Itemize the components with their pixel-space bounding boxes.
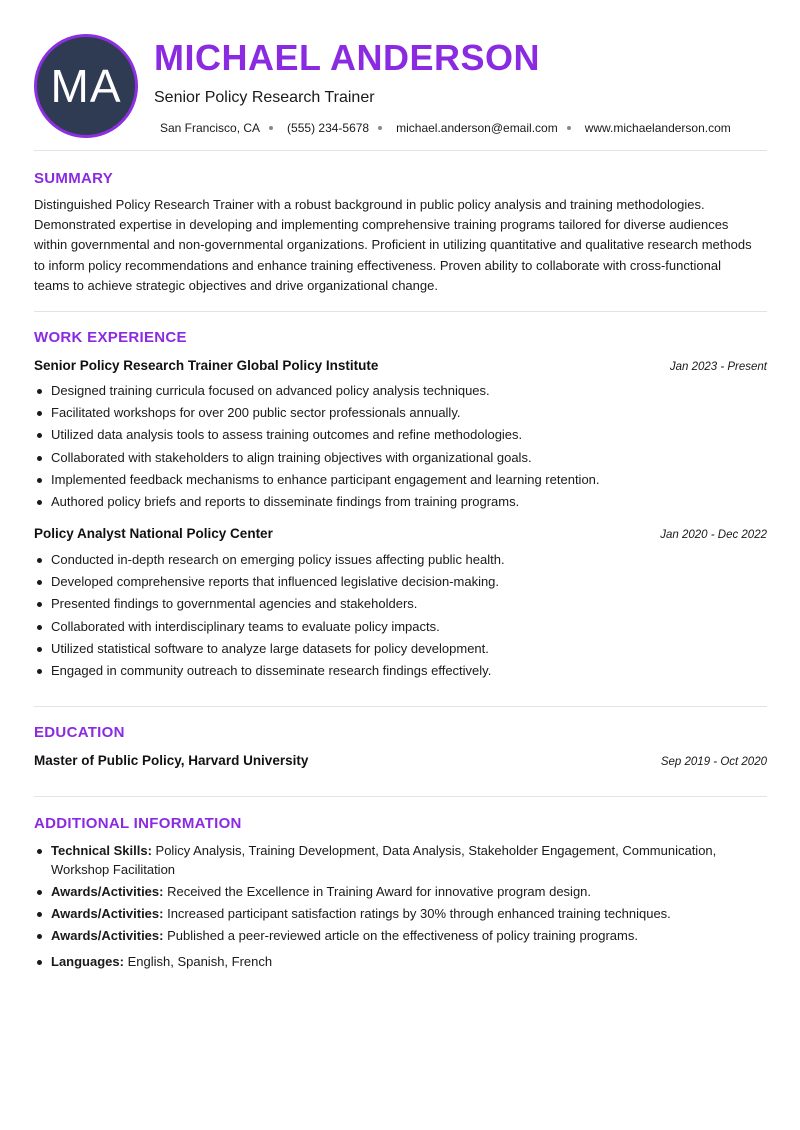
info-label: Awards/Activities: (51, 906, 164, 921)
list-item (34, 882, 734, 901)
list-item: Developed comprehensive reports that influenced legislative decision-making. (34, 571, 767, 593)
contact-separator (378, 126, 382, 130)
summary-text: Distinguished Policy Research Trainer with a robust background in public policy analysis and training methodologies. Demonstrated expertise in developing and implementing comprehensive training programs tailored for diverse audiences within governmental and non-governmental organizations. Proficient in utilizing quantitative and qualitative research methods to inform policy recommendations and enhance training effectiveness. Proven ability to collaborate with cross-functional teams to achieve strategic objectives and drive organizational change. (34, 197, 752, 293)
list-item: Collaborated with interdisciplinary teams to evaluate policy impacts. (34, 616, 767, 638)
contact-separator (567, 126, 571, 130)
list-item (34, 926, 734, 945)
list-item: Facilitated workshops for over 200 public sector professionals annually. (34, 402, 767, 424)
info-text: Policy Analysis, Training Development, Data Analysis, Stakeholder Engagement, Communication, Workshop Facilitation (51, 843, 717, 877)
contact-row (160, 121, 731, 135)
info-label: Awards/Activities: (51, 884, 164, 899)
education-entry (34, 753, 767, 768)
avatar-initials: MA (50, 60, 122, 112)
job-header (34, 526, 767, 541)
info-label: Languages: (51, 954, 124, 969)
resume-header (34, 34, 767, 138)
job-bullets (34, 549, 767, 682)
education-degree: Master of Public Policy, Harvard University (34, 753, 309, 768)
job-date: Jan 2023 - Present (669, 361, 767, 373)
contact-website[interactable]: www.michaelanderson.com (584, 121, 731, 135)
list-item: Utilized statistical software to analyze large datasets for policy development. (34, 638, 767, 660)
contact-location: San Francisco, CA (160, 121, 261, 135)
job-date: Jan 2020 - Dec 2022 (660, 529, 767, 541)
summary-heading: SUMMARY (34, 170, 114, 187)
divider (34, 796, 767, 797)
info-text: Received the Excellence in Training Award for innovative program design. (163, 884, 592, 899)
info-text: English, Spanish, French (123, 954, 273, 969)
list-item (34, 952, 734, 971)
list-item: Engaged in community outreach to disseminate research findings effectively. (34, 660, 767, 682)
education-heading: EDUCATION (34, 724, 125, 741)
contact-separator (269, 126, 273, 130)
candidate-title: Senior Policy Research Trainer (154, 89, 375, 106)
contact-phone: (555) 234-5678 (287, 121, 370, 135)
list-item: Designed training curricula focused on advanced policy analysis techniques. (34, 380, 767, 402)
divider (34, 706, 767, 707)
list-item (34, 904, 734, 923)
divider (34, 150, 767, 151)
info-text: Increased participant satisfaction ratings by 30% through enhanced training techniques. (163, 906, 671, 921)
list-item: Implemented feedback mechanisms to enhance participant engagement and learning retention. (34, 469, 767, 491)
list-item: Collaborated with stakeholders to align training objectives with organizational goals. (34, 447, 767, 469)
additional-heading: ADDITIONAL INFORMATION (34, 815, 242, 832)
additional-list (34, 841, 734, 974)
list-item: Utilized data analysis tools to assess training outcomes and refine methodologies. (34, 424, 767, 446)
list-item (34, 841, 734, 879)
experience-heading: WORK EXPERIENCE (34, 329, 187, 346)
education-date: Sep 2019 - Oct 2020 (660, 756, 767, 768)
contact-email[interactable]: michael.anderson@email.com (396, 121, 558, 135)
job-bullets (34, 380, 767, 513)
candidate-name: MICHAEL ANDERSON (154, 37, 541, 78)
list-item: Authored policy briefs and reports to disseminate findings from training programs. (34, 491, 767, 513)
job-header (34, 358, 767, 373)
info-label: Awards/Activities: (51, 928, 164, 943)
job-role: Policy Analyst National Policy Center (34, 526, 273, 541)
list-item: Conducted in-depth research on emerging policy issues affecting public health. (34, 549, 767, 571)
info-label: Technical Skills: (51, 843, 152, 858)
info-text: Published a peer-reviewed article on the effectiveness of policy training programs. (163, 928, 638, 943)
avatar (34, 34, 138, 138)
divider (34, 311, 767, 312)
job-role: Senior Policy Research Trainer Global Policy Institute (34, 358, 379, 373)
list-item: Presented findings to governmental agencies and stakeholders. (34, 593, 767, 615)
